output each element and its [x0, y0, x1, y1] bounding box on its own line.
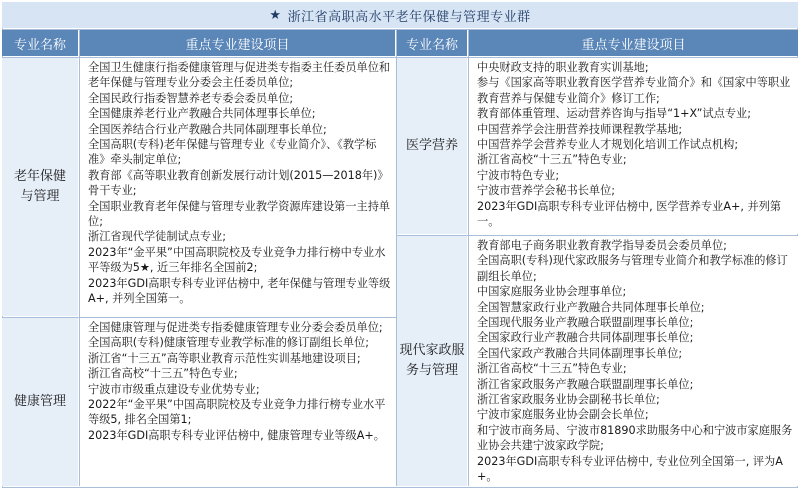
project-item: 浙江省高校“十三五”特色专业; — [88, 367, 238, 381]
project-item: 中国家庭服务业协会理事单位; — [477, 285, 627, 299]
project-item: 教育部《高等职业教育创新发展行动计划(2015—2018年)》骨干专业; — [88, 168, 389, 198]
header-key-projects-left: 重点专业建设项目 — [80, 30, 395, 56]
major-name-cell — [2, 58, 78, 316]
project-item: 宁波市市级重点建设专业优势专业; — [88, 382, 260, 396]
project-list — [80, 318, 395, 486]
project-item: 浙江省高校“十三五”特色专业; — [477, 362, 627, 376]
project-list — [80, 58, 395, 316]
project-list — [469, 58, 798, 234]
project-item: 宁波市营养学会秘书长单位; — [477, 184, 616, 198]
major-name-cell — [397, 58, 467, 234]
header-major-name-left: 专业名称 — [2, 30, 78, 56]
grid-line — [79, 30, 80, 486]
project-item: 2023年GDI高职专科专业评估榜中, 老年保健与管理专业等级A+, 并列全国第一。 — [88, 276, 391, 306]
project-item: 2023年GDI高职专科专业评估榜中, 专业位列全国第一, 评为A+。 — [477, 454, 783, 484]
project-item: 全国民政行指委智慧养老专委会委员单位; — [88, 91, 294, 105]
header-key-projects-right: 重点专业建设项目 — [469, 30, 798, 56]
project-item: 和宁波市商务局、宁波市81890求助服务中心和宁波市家庭服务业协会共建宁波家政学院; — [477, 423, 793, 453]
project-item: 中国营养学会营养专业人才规划化培训工作试点机构; — [477, 138, 739, 152]
project-item: 浙江省家政服务产教融合联盟副理事长单位; — [477, 377, 694, 391]
major-name: 医学营养 — [405, 138, 458, 153]
project-item: 宁波市特色专业; — [477, 168, 560, 182]
project-item: 全国高职(专科)健康管理专业教学标准的修订副组长单位; — [88, 336, 369, 350]
major-name-cell — [2, 318, 78, 486]
major-name: 健康管理 — [13, 394, 66, 409]
project-item: 教育部电子商务职业教育教学指导委员会委员单位; — [477, 239, 727, 252]
grid-line — [2, 29, 798, 30]
grid-line — [396, 30, 397, 486]
project-item: 2023年“金平果”中国高职院校及专业竞争力排行榜中专业水平等级为5★, 近三年排名全国前2; — [88, 245, 386, 275]
project-item: 浙江省家政服务业协会副秘书长单位; — [477, 393, 660, 407]
project-item: 全国智慧家政行业产教融合共同体理事长单位; — [477, 300, 705, 314]
grid-line — [397, 235, 798, 236]
project-item: 中国营养学会注册营养技师课程教学基地; — [477, 122, 683, 136]
major-name-cell — [397, 236, 467, 486]
project-item: 全国健康管理与促进类专指委健康管理专业分委会委员单位; — [88, 321, 383, 334]
major-name: 现代家政服务与管理 — [399, 343, 465, 378]
project-item: 2023年GDI高职专科专业评估榜中, 医学营养专业A+, 并列第一。 — [477, 199, 782, 229]
project-item: 全国职业教育老年保健与管理专业教学资源库建设第一主持单位; — [88, 199, 391, 229]
project-item: 2022年“金平果”中国高职院校及专业竞争力排行榜专业水平等级5, 排名全国第1; — [88, 398, 386, 427]
project-item: 全国现代服务业产教融合联盟副理事长单位; — [477, 316, 694, 330]
grid-line — [468, 30, 469, 486]
major-name: 老年保健与管理 — [13, 169, 66, 204]
table-title-bar — [2, 2, 798, 28]
table-title: 浙江省高职高水平老年保健与管理专业群 — [287, 9, 531, 25]
project-item: 宁波市家庭服务业协会副会长单位; — [477, 408, 649, 422]
project-item: 全国代家政产教融合共同体副理事长单位; — [477, 346, 683, 360]
project-item: 教育部体重管理、运动营养咨询与指导“1+X”试点专业; — [477, 107, 752, 121]
project-item: 全国高职(专科)老年保健与管理专业《专业简介》、《教学标准》牵头制定单位; — [88, 138, 377, 167]
project-item: 全国医养结合行业产教融合共同体副理事长单位; — [88, 122, 327, 136]
grid-line — [2, 317, 396, 318]
project-list — [469, 236, 798, 486]
star-icon: ★ — [269, 7, 282, 23]
project-item: 全国高职(专科)现代家政服务与管理专业简介和教学标准的修订副组长单位; — [477, 254, 788, 283]
project-item: 全国健康养老行业产教融合共同体理事长单位; — [88, 107, 316, 121]
project-item: 浙江省现代学徒制试点专业; — [88, 230, 227, 244]
header-major-name-right: 专业名称 — [397, 30, 467, 56]
project-item: 全国卫生健康行指委健康管理与促进类专指委主任委员单位和老年保健与管理专业分委会主任委员单位; — [88, 61, 391, 90]
project-item: 全国家政行业产教融合共同体副理事长单位; — [477, 331, 694, 345]
project-item: 浙江省高校“十三五”特色专业; — [477, 153, 627, 167]
project-item: 2023年GDI高职专科专业评估榜中, 健康管理专业等级A+。 — [88, 428, 385, 442]
grid-line — [2, 57, 798, 58]
project-item: 浙江省“十三五”高等职业教育示范性实训基地建设项目; — [88, 351, 361, 365]
project-item: 中央财政支持的职业教育实训基地; — [477, 61, 649, 74]
project-item: 参与《国家高等职业教育医学营养专业简介》和《国家中等职业教育营养与保健专业简介》修订工作; — [477, 76, 791, 105]
